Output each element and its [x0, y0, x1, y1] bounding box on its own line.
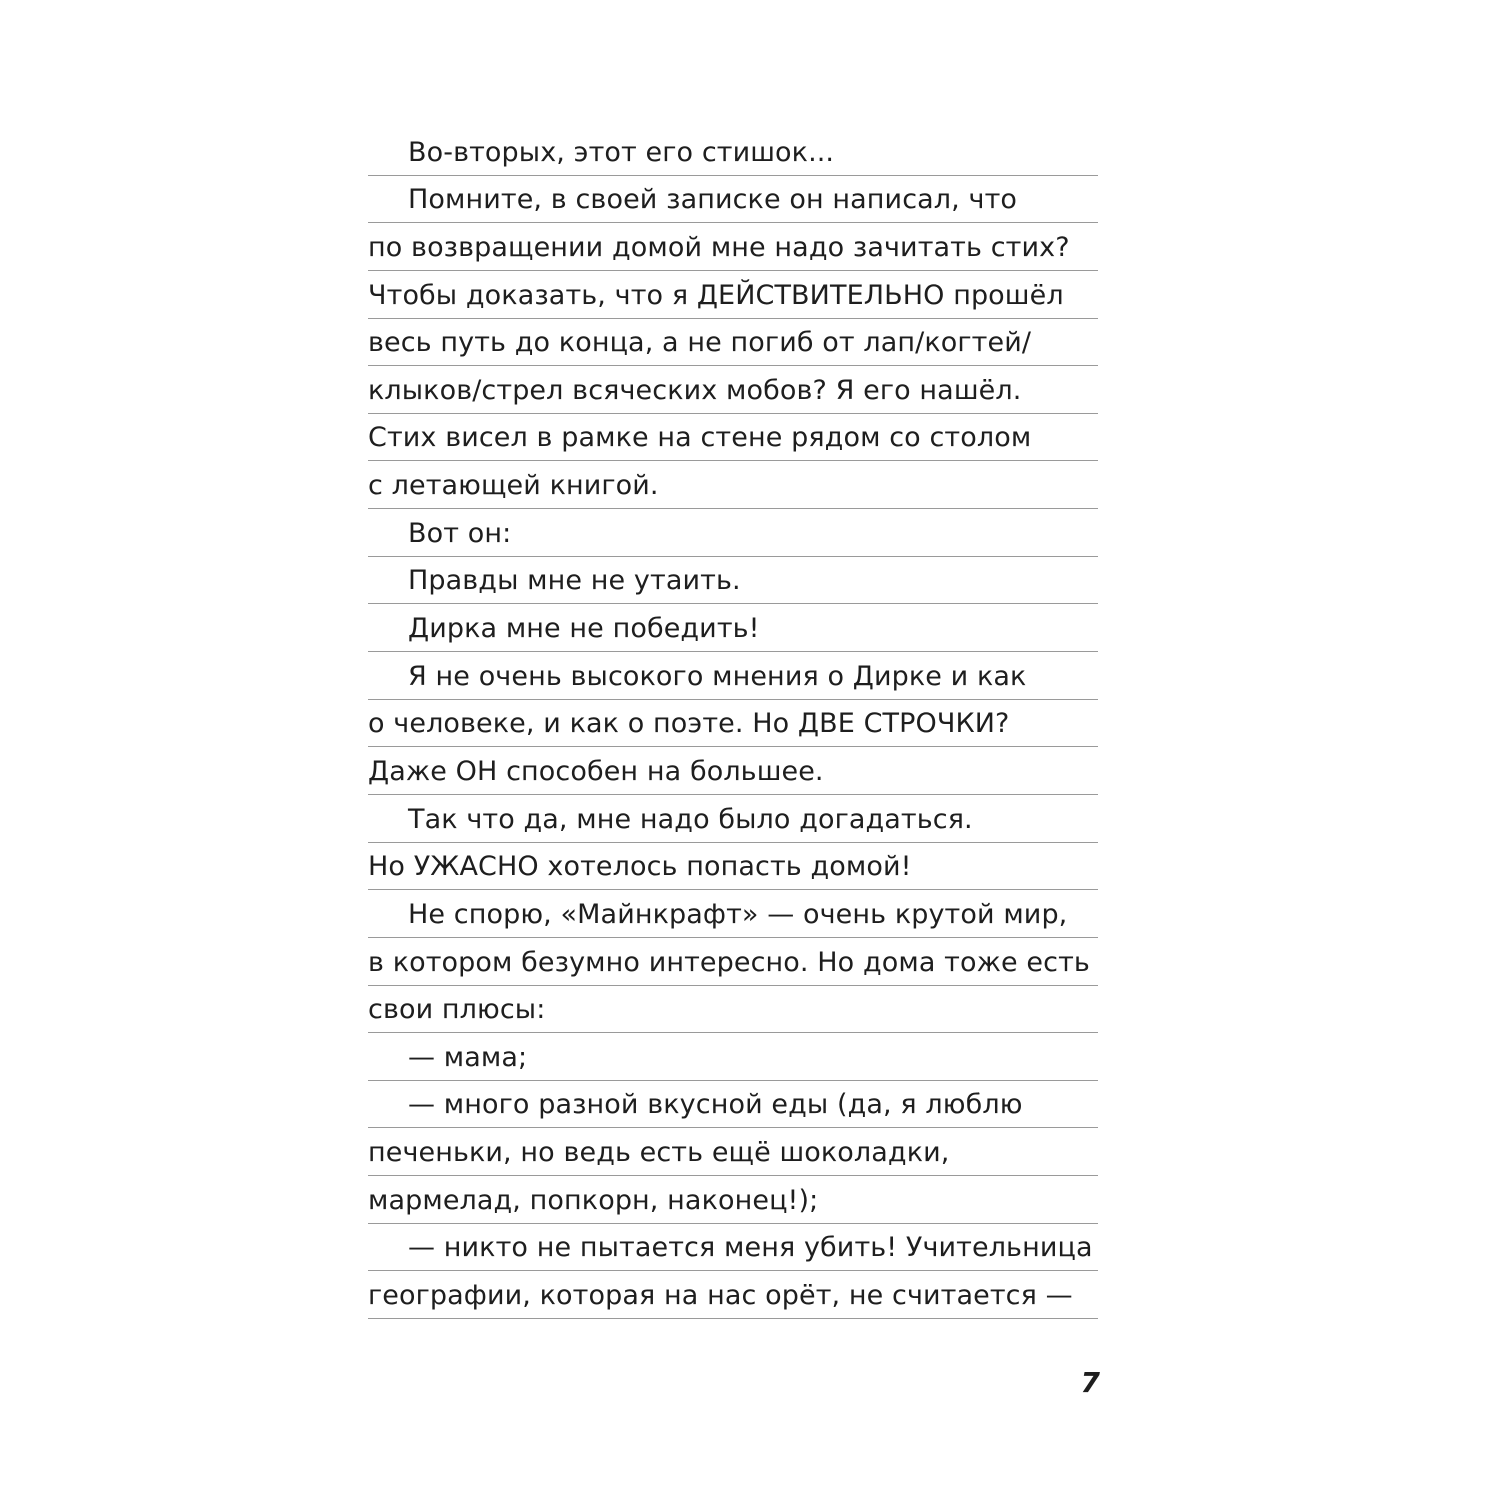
text-line: [368, 176, 1098, 224]
text-line: [368, 461, 1098, 509]
line-text: Чтобы доказать, что я ДЕЙСТВИТЕЛЬНО прошёл: [368, 279, 1064, 311]
text-line: [368, 1224, 1098, 1272]
line-text: Я не очень высокого мнения о Дирке и как: [408, 660, 1027, 692]
text-line: [368, 652, 1098, 700]
line-text: Но УЖАСНО хотелось попасть домой!: [368, 851, 912, 883]
line-text: Так что да, мне надо было догадаться.: [408, 803, 973, 835]
line-text: — мама;: [408, 1041, 528, 1073]
text-line: [368, 700, 1098, 748]
text-line: [368, 1128, 1098, 1176]
line-text: — никто не пытается меня убить! Учительница: [408, 1232, 1093, 1264]
line-text: о человеке, и как о поэте. Но ДВЕ СТРОЧКИ?: [368, 708, 1010, 740]
text-line: [368, 128, 1098, 176]
line-text: — много разной вкусной еды (да, я люблю: [408, 1089, 1023, 1121]
text-line: [368, 795, 1098, 843]
text-line: [368, 509, 1098, 557]
line-text: Помните, в своей записке он написал, что: [408, 184, 1018, 216]
line-text: Стих висел в рамке на стене рядом со столом: [368, 422, 1032, 454]
text-line: [368, 319, 1098, 367]
page-number: 7: [1080, 1366, 1100, 1399]
line-text: географии, которая на нас орёт, не считается —: [368, 1280, 1073, 1312]
text-line: [368, 1081, 1098, 1129]
line-text: Не спорю, «Майнкрафт» — очень крутой мир,: [408, 898, 1068, 930]
text-line: [368, 1033, 1098, 1081]
line-text: свои плюсы:: [368, 994, 546, 1026]
line-text: с летающей книгой.: [368, 470, 659, 502]
text-line: [368, 986, 1098, 1034]
line-text: Даже ОН способен на большее.: [368, 755, 824, 787]
line-text: весь путь до конца, а не погиб от лап/когтей/: [368, 327, 1032, 359]
line-text: в котором безумно интересно. Но дома тоже есть: [368, 946, 1090, 978]
text-line: [368, 271, 1098, 319]
line-text: Вот он:: [408, 517, 512, 549]
text-line: [368, 1271, 1098, 1319]
text-line: [368, 604, 1098, 652]
text-line: [368, 938, 1098, 986]
text-line: [368, 843, 1098, 891]
text-line: [368, 557, 1098, 605]
line-text: Правды мне не утаить.: [408, 565, 741, 597]
text-line: [368, 414, 1098, 462]
line-text: мармелад, попкорн, наконец!);: [368, 1184, 819, 1216]
line-text: Во-вторых, этот его стишок...: [408, 136, 835, 168]
line-text: печеньки, но ведь есть ещё шоколадки,: [368, 1137, 950, 1169]
text-line: [368, 1176, 1098, 1224]
line-text: по возвращении домой мне надо зачитать стих?: [368, 231, 1070, 263]
text-line: [368, 223, 1098, 271]
text-line: [368, 890, 1098, 938]
text-line: [368, 747, 1098, 795]
line-text: клыков/стрел всяческих мобов? Я его нашёл.: [368, 374, 1022, 406]
line-text: Дирка мне не победить!: [408, 613, 760, 645]
text-line: [368, 366, 1098, 414]
ruled-text-block: [368, 128, 1098, 1319]
